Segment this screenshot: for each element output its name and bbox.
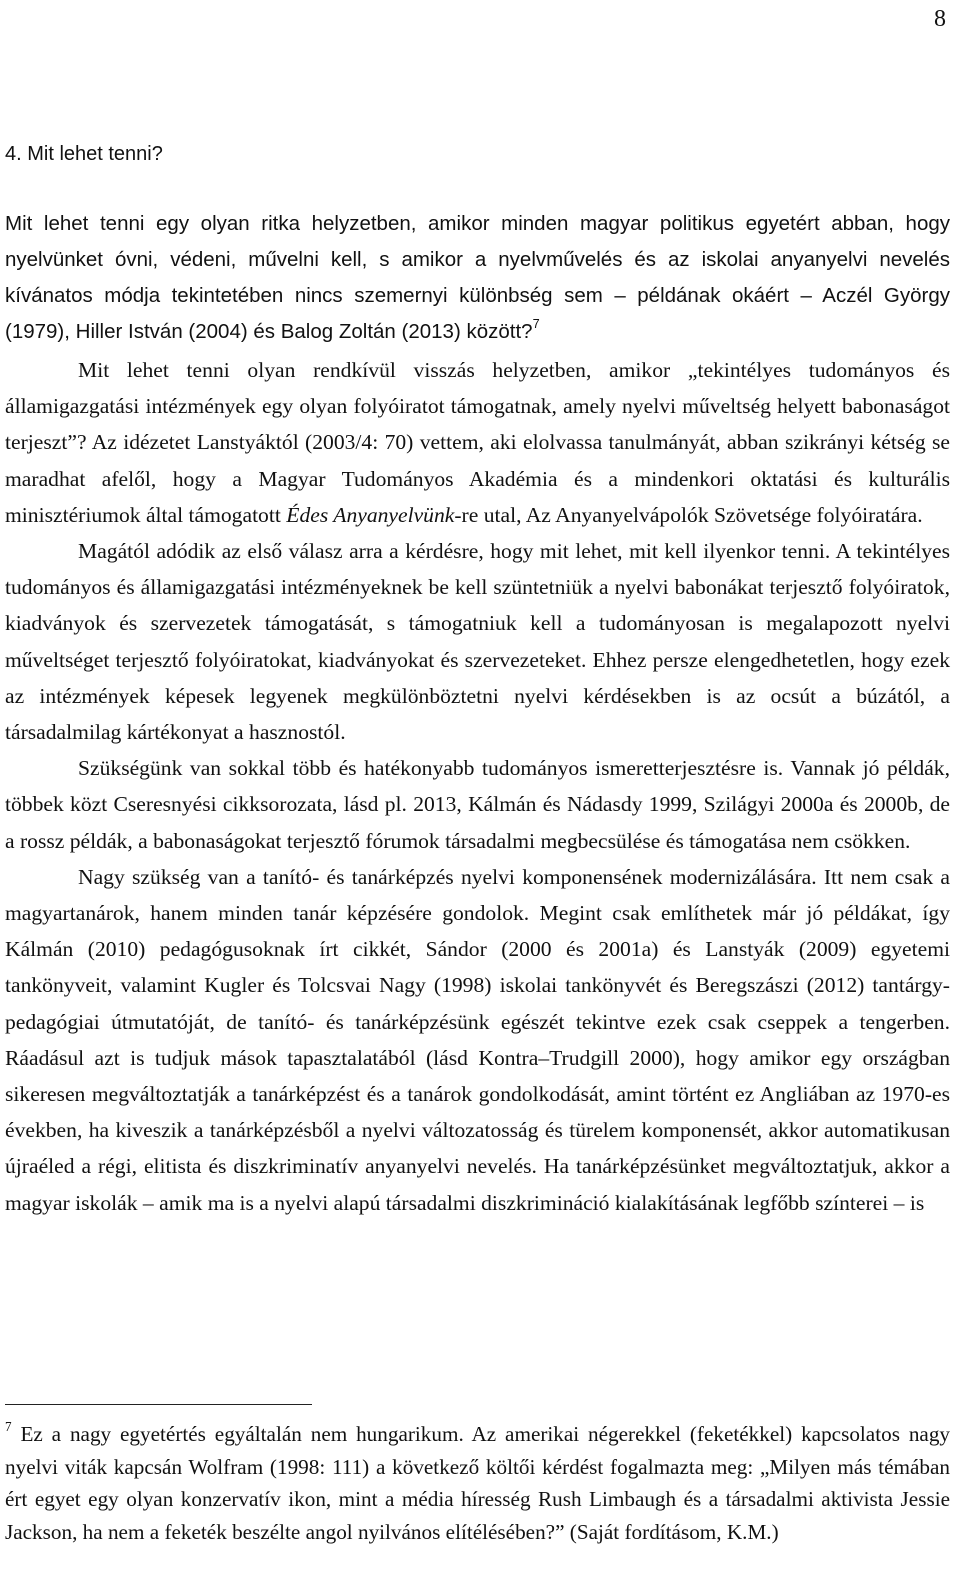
footnote-text: Ez a nagy egyetértés egyáltalán nem hungarikum. Az amerikai négerekkel (feketékkel) kapcsolatos nagy nyelvi viták kapcsán Wolfram (1998: 111) a következő költői kérdést fogalmazta meg: „Milyen más témában ért egyet egy olyan konzervatív ikon, mint a média híresség Rush Limbaugh és a társadalmi aktivista Jessie Jackson, ha nem a feketék beszélte angol nyilvános elítélésében?” (Saját fordításom, K.M.)	[5, 1422, 951, 1544]
section-heading: 4. Mit lehet tenni?	[5, 143, 163, 165]
paragraph-1-end: -re utal, Az Anyanyelvápolók Szövetsége folyóiratára.	[454, 502, 923, 527]
paragraph-1-lead: Mit lehet tenni olyan rendkívül visszás helyzetben, amikor	[78, 358, 688, 382]
footnote	[5, 1418, 950, 1548]
paragraph-1	[5, 352, 950, 533]
footnote-reference: 7	[532, 316, 540, 332]
intro-paragraph	[5, 206, 950, 350]
intro-paragraph-text: Mit lehet tenni egy olyan ritka helyzetben, amikor minden magyar politikus egyetért abban, hogy nyelvünket óvni, védeni, művelni kell, s amikor a nyelvművelés és az iskolai anyanyelvi nevelés kívánatos módja tekintetében nincs szemernyi különbség sem – példának okáért – Aczél György (1979), Hiller István (2004) és Balog Zoltán (2013) között?	[5, 212, 950, 343]
paragraph-1-middle: ? Az idézetet Lanstyáktól (2003/4: 70) vettem, aki elolvassa tanulmányát, abban szikrányi kétség se maradhat afelől, hogy a Magyar Tudományos Akadémia és a mindenkori oktatási és kulturális minisztériumok által támogatott	[5, 430, 950, 527]
paragraph-2: Magától adódik az első válasz arra a kérdésre, hogy mit lehet, mit kell ilyenkor tenni. A tekintélyes tudományos és államigazgatási intézményeknek be kell szüntetniük a nyelvi babonákat terjesztő folyóiratok, kiadványok és szervezetek támogatását, s támogatniuk kell a tudományosan is megalapozott nyelvi műveltséget terjesztő folyóiratokat, kiadványokat és szervezeteket. Ehhez persze elengedhetetlen, hogy ezek az intézmények képesek legyenek megkülönböztetni nyelvi kérdésekben is az ocsút a búzától, a társadalmilag kártékonyat a hasznostól.	[5, 539, 950, 745]
footnote-divider	[5, 1404, 312, 1405]
paragraph-4: Nagy szükség van a tanító- és tanárképzés nyelvi komponensének modernizálására. Itt nem csak a magyartanárok, hanem minden tanár képzésére gondolok. Megint csak említhetek már jó példákat, így Kálmán (2010) pedagógusoknak írt cikkét, Sándor (2000 és 2001a) és Lanstyák (2009) egyetemi tankönyveit, valamint Kugler és Tolcsvai Nagy (1998) iskolai tankönyvét és Beregszászi (2012) tantárgy-pedagógiai útmutatóját, de tanító- és tanárképzésünk egészét tekintve ezek csak cseppek a tengerben. Ráadásul azt is tudjuk mások tapasztalatából (lásd Kontra–Trudgill 2000), hogy amikor egy országban sikeresen megváltoztatják a tanárképzést és a tanárok gondolkodását, amint történt ez Angliában az 1970-es években, ha kiveszik a tanárképzésből a nyelvi változatosság és türelem komponensét, akkor automatikusan újraéled a régi, elitista és diszkriminatív anyanyelvi nevelés. Ha tanárképzésünket megváltoztatjuk, akkor a magyar iskolák – amik ma is a nyelvi alapú társadalmi diszkrimináció kialakításának legfőbb színterei – is	[5, 864, 950, 1215]
journal-title: Édes Anyanyelvünk	[286, 502, 455, 527]
page-number: 8	[934, 6, 946, 32]
body-text	[5, 352, 950, 1221]
paragraph-1-quote: „tekintélyes tudományos és államigazgatási intézmények egy olyan folyóiratot támogatnak, amely nyelvi műveltség helyett babonaságot terjeszt”	[5, 358, 950, 455]
paragraph-3: Szükségünk van sokkal több és hatékonyabb tudományos ismeretterjesztésre is. Vannak jó példák, többek közt Cseresnyési cikksorozata, lásd pl. 2013, Kálmán és Nádasdy 1999, Szilágyi 2000a és 2000b, de a rossz példák, a babonaságokat terjesztő fórumok társadalmi megbecsülése és támogatása nem csökken.	[5, 756, 950, 853]
footnote-marker: 7	[5, 1418, 12, 1434]
